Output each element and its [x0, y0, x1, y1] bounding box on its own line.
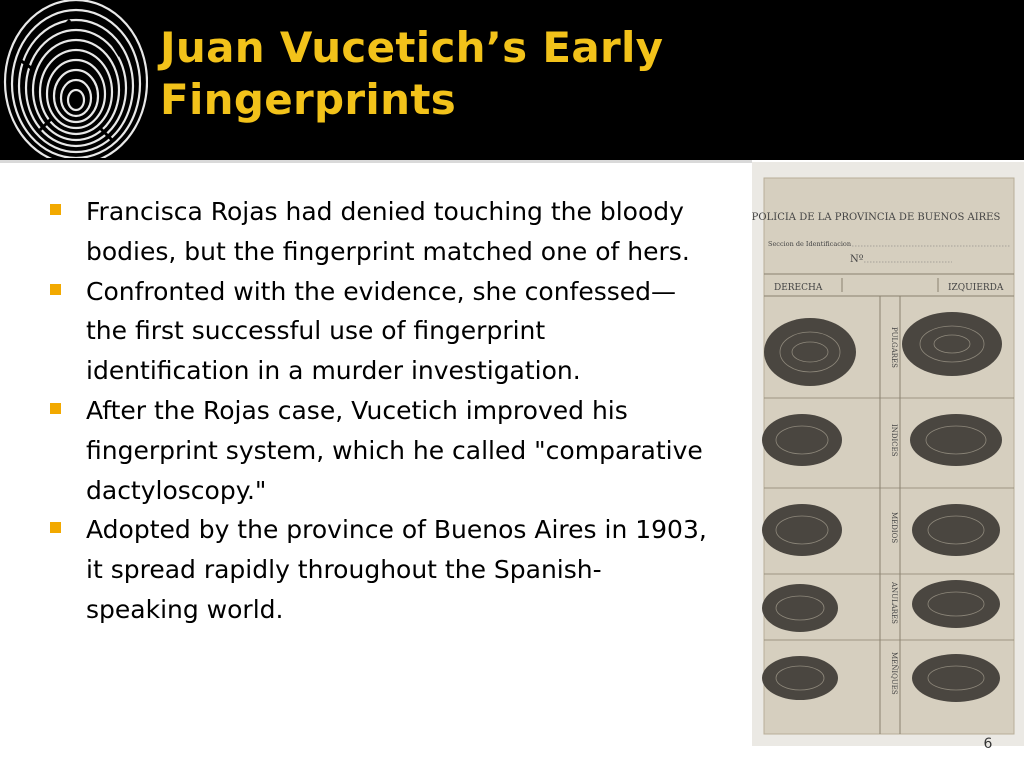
bullet-list	[50, 192, 710, 630]
card-right-label: IZQUIERDA	[948, 283, 1004, 293]
card-finger-label: ANULARES	[890, 582, 898, 624]
square-bullet-icon	[50, 522, 61, 533]
square-bullet-icon	[50, 204, 61, 215]
bullet-item	[50, 510, 710, 629]
card-seccion-text: Seccion de Identificacion	[768, 240, 852, 248]
bullet-item	[50, 272, 710, 391]
card-finger-label: INDICES	[890, 424, 898, 457]
bullet-item	[50, 192, 710, 272]
card-finger-label: MEÑIQUES	[890, 652, 898, 695]
fingerprint-card-photo	[752, 162, 1024, 746]
bullet-text: Confronted with the evidence, she confessed—the first successful use of fingerprint identification in a murder investigation.	[86, 276, 677, 386]
slide-title: Juan Vucetich’s Early Fingerprints	[160, 23, 664, 124]
bullet-text: After the Rojas case, Vucetich improved his fingerprint system, which he called "comparative dactyloscopy."	[86, 395, 703, 505]
title-divider	[0, 160, 752, 163]
fingerprint-icon	[0, 0, 148, 158]
card-header-text: POLICIA DE LA PROVINCIA DE BUENOS AIRES	[752, 212, 1001, 223]
card-left-label: DERECHA	[774, 283, 823, 293]
bullet-item	[50, 391, 710, 510]
card-finger-label: MEDIOS	[890, 512, 898, 544]
square-bullet-icon	[50, 284, 61, 295]
bullet-text: Adopted by the province of Buenos Aires in 1903, it spread rapidly throughout the Spanish-speaking world.	[86, 515, 707, 624]
card-finger-label: PULGARES	[890, 327, 898, 368]
title-bar	[0, 0, 1024, 160]
card-numero-text: Nº	[850, 254, 864, 265]
bullet-text: Francisca Rojas had denied touching the bloody bodies, but the fingerprint matched one of hers.	[86, 197, 690, 266]
square-bullet-icon	[50, 403, 61, 414]
page-number: 6	[983, 736, 993, 752]
